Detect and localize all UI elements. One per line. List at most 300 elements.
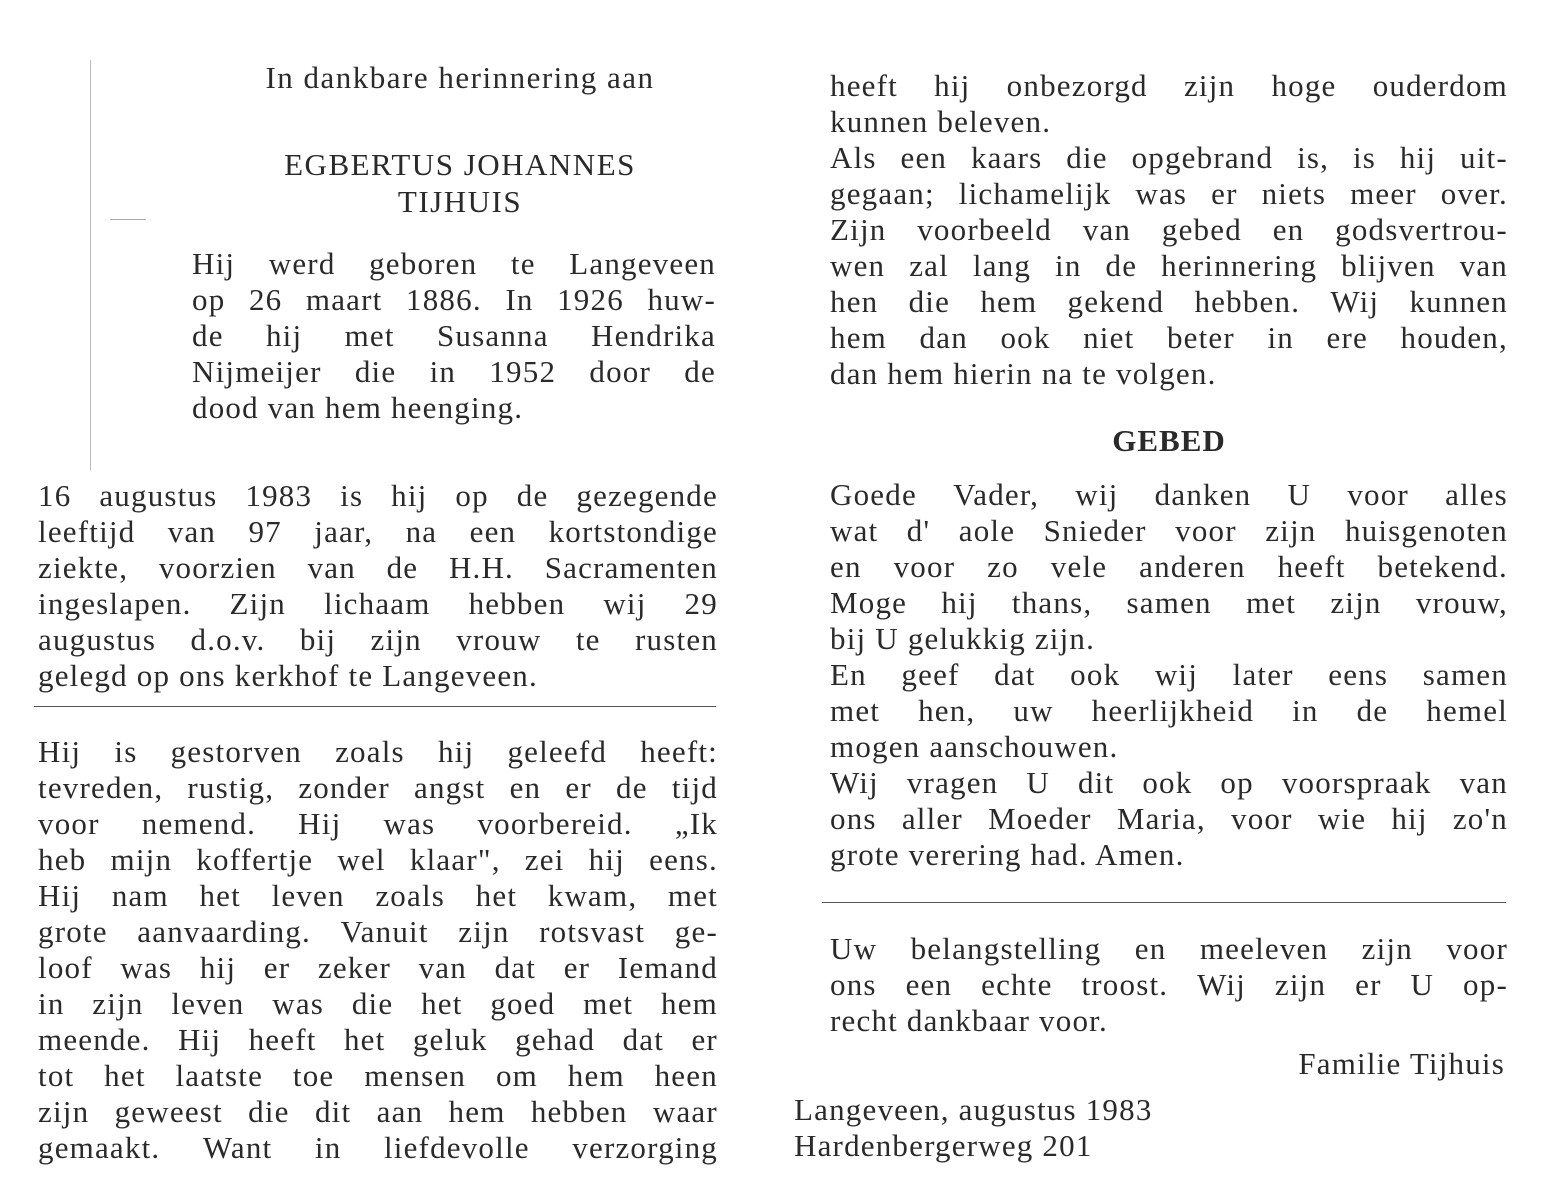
text-line — [38, 770, 718, 806]
word: kaars — [970, 140, 1043, 175]
word: die — [248, 1094, 290, 1129]
word: zijn — [1183, 68, 1236, 103]
word: hen — [830, 284, 879, 319]
word: samen — [1422, 657, 1508, 692]
word: van — [307, 550, 356, 585]
word: en — [830, 549, 862, 584]
word: op- — [1463, 967, 1508, 1002]
word: het — [421, 986, 463, 1021]
word: lichaam — [324, 586, 431, 621]
word: van — [1459, 248, 1508, 283]
word: de — [386, 550, 419, 585]
word: uit- — [1460, 140, 1508, 175]
word: er — [1355, 967, 1382, 1002]
text-line — [38, 986, 718, 1022]
word: klaar", — [409, 842, 501, 877]
word: dat — [494, 950, 537, 985]
word: hebben — [468, 586, 566, 621]
word: en — [509, 770, 542, 805]
word: gebed — [1161, 212, 1242, 247]
word: hij — [1399, 140, 1437, 175]
birth-paragraph — [192, 246, 716, 426]
word: was — [120, 950, 173, 985]
word: voorbereid. — [477, 806, 633, 841]
word: zijn — [1274, 967, 1327, 1002]
word: er — [563, 950, 591, 985]
word: was — [1135, 176, 1188, 211]
word: er — [1211, 176, 1238, 211]
text-line — [830, 967, 1508, 1003]
word: Vanuit — [340, 914, 429, 949]
word: nam — [111, 878, 169, 913]
word: hem — [567, 1058, 625, 1093]
word: Vader, — [953, 477, 1040, 512]
text-line — [192, 282, 716, 318]
word: van — [1082, 212, 1132, 247]
word: liefdevolle — [383, 1130, 530, 1165]
word: Iemand — [617, 950, 718, 985]
word: zoals — [375, 878, 446, 913]
text-line — [38, 1058, 718, 1094]
word: toe — [292, 1058, 335, 1093]
word: augustus — [99, 478, 218, 513]
word: heb — [38, 842, 87, 877]
word: meeleven — [1199, 931, 1329, 966]
word: zeker — [317, 950, 391, 985]
word: Hij — [38, 878, 82, 913]
word: samen — [1126, 585, 1212, 620]
scan-margin-line — [90, 60, 91, 470]
word: van — [167, 514, 217, 549]
word: eens — [1328, 657, 1389, 692]
word: geboren — [369, 246, 478, 281]
word: gekend — [1067, 284, 1165, 319]
word: voorzien — [158, 550, 277, 585]
word: Wij — [1197, 967, 1246, 1002]
word: hebben — [530, 1094, 628, 1129]
word: was — [272, 986, 325, 1021]
word: gemaakt. — [38, 1130, 161, 1165]
word: heen — [654, 1058, 718, 1093]
text-line — [38, 842, 718, 878]
word: opgebrand — [1131, 140, 1274, 175]
word: die — [351, 986, 394, 1021]
word: voor — [893, 549, 956, 584]
death-paragraph — [38, 478, 718, 694]
word: belangstelling — [910, 931, 1102, 966]
word: geleefd — [507, 734, 608, 769]
word: met — [1245, 585, 1297, 620]
word: herinnering — [1161, 248, 1318, 283]
word: Langeveen — [569, 246, 716, 281]
word: op — [1220, 765, 1254, 800]
word: vrouw, — [1415, 585, 1508, 620]
word: van — [418, 950, 467, 985]
word: op — [455, 478, 489, 513]
text-line — [830, 176, 1508, 212]
word: gegaan; — [830, 176, 935, 211]
word: 1886. — [406, 282, 482, 317]
text-line — [192, 354, 716, 390]
word: mijn — [110, 842, 173, 877]
name-line-2: TIJHUIS — [397, 184, 523, 219]
word: voor — [1446, 931, 1508, 966]
word: hij — [941, 585, 978, 620]
word: Snieder — [1043, 513, 1147, 548]
word: een — [900, 140, 948, 175]
word: dat — [994, 657, 1036, 692]
text-line — [830, 477, 1508, 513]
word: is — [114, 734, 138, 769]
word: niets — [1261, 176, 1327, 211]
word: hoge — [1271, 68, 1337, 103]
word: waar — [652, 1094, 718, 1129]
word: werd — [268, 246, 336, 281]
word: koffertje — [196, 842, 314, 877]
word: die — [354, 354, 397, 389]
word: in — [314, 1130, 342, 1165]
word: hem — [830, 320, 887, 355]
word: om — [495, 1058, 538, 1093]
word: eens. — [649, 842, 718, 877]
word: aller — [901, 801, 963, 836]
word: in — [1292, 693, 1319, 728]
text-line: kunnen beleven. — [830, 104, 1052, 139]
word: gestorven — [170, 734, 302, 769]
word: Zijn — [229, 586, 287, 621]
word: Hendrika — [591, 318, 716, 353]
word: huw- — [647, 282, 716, 317]
word: zijn — [458, 914, 510, 949]
word: d' — [906, 513, 931, 548]
word: Hij — [298, 806, 342, 841]
word: bij — [299, 622, 337, 657]
word: kwam, — [547, 878, 638, 913]
word: met — [667, 878, 718, 913]
text-line — [38, 950, 718, 986]
word: ons — [830, 801, 877, 836]
word: hebben. — [1194, 284, 1301, 319]
word: En — [830, 657, 867, 692]
word: hen, — [918, 693, 976, 728]
text-line — [830, 931, 1508, 967]
word: zijn — [38, 1094, 90, 1129]
word: en — [1134, 931, 1167, 966]
text-line — [192, 318, 716, 354]
text-line: gelegd op ons kerkhof te Langeveen. — [38, 658, 538, 693]
word: er — [691, 1022, 718, 1057]
word: hij — [934, 68, 971, 103]
word: ook — [1142, 765, 1193, 800]
text-line — [38, 622, 718, 658]
word: echte — [981, 967, 1053, 1002]
word: meende. — [38, 1022, 151, 1057]
word: uw — [1013, 693, 1054, 728]
word: U — [1026, 765, 1050, 800]
word: voor — [1231, 801, 1293, 836]
word: augustus — [38, 622, 157, 657]
word: beter — [1166, 320, 1235, 355]
word: huisgenoten — [1344, 513, 1508, 548]
word: heeft — [248, 1022, 317, 1057]
word: ouderdom — [1372, 68, 1508, 103]
word: kunnen — [1409, 284, 1508, 319]
word: die — [1066, 140, 1108, 175]
text-line — [38, 514, 718, 550]
text-line — [38, 878, 718, 914]
word: zonder — [298, 770, 390, 805]
word: die — [908, 284, 951, 319]
word: de — [1356, 693, 1389, 728]
word: over. — [1440, 176, 1508, 211]
word: voorbeeld — [917, 212, 1052, 247]
word: loof — [38, 950, 93, 985]
word: zijn — [1265, 513, 1317, 548]
word: Susanna — [436, 318, 549, 353]
text-line — [38, 806, 718, 842]
word: hij — [437, 734, 475, 769]
word: betekend. — [1377, 549, 1508, 584]
word: alles — [1445, 477, 1508, 512]
word: wij — [1075, 477, 1119, 512]
text-line — [38, 1130, 718, 1166]
word: lichamelijk — [958, 176, 1112, 211]
word: zijn — [370, 622, 422, 657]
word: dit — [1077, 765, 1115, 800]
word: thans, — [1011, 585, 1093, 620]
text-line — [38, 734, 718, 770]
prayer-heading: GEBED — [1112, 423, 1226, 458]
word: nemend. — [141, 806, 257, 841]
text-line — [830, 320, 1508, 356]
life-paragraph — [38, 734, 718, 1166]
text-line: recht dankbaar voor. — [830, 1003, 1108, 1038]
text-line — [830, 549, 1508, 585]
word: leven — [171, 986, 245, 1021]
text-line: grote verering had. Amen. — [830, 837, 1185, 872]
word: Zijn — [830, 212, 887, 247]
word: ge- — [674, 914, 718, 949]
word: het — [199, 878, 241, 913]
word: zijn — [1361, 931, 1413, 966]
word: hemel — [1426, 693, 1508, 728]
word: angst — [414, 770, 486, 805]
text-line — [830, 140, 1508, 176]
word: H.H. — [448, 550, 515, 585]
word: ook — [1000, 320, 1051, 355]
text-line — [38, 478, 718, 514]
word: Sacramenten — [544, 550, 718, 585]
word: Nijmeijer — [192, 354, 322, 389]
word: later — [1232, 657, 1294, 692]
word: anderen — [1139, 549, 1246, 584]
word: Goede — [830, 477, 917, 512]
word: zo'n — [1452, 801, 1508, 836]
word: laatste — [175, 1058, 264, 1093]
word: gezegende — [576, 478, 718, 513]
word: hem — [980, 284, 1038, 319]
word: Moeder — [988, 801, 1092, 836]
word: hij — [588, 842, 625, 877]
word: hem — [448, 1094, 506, 1129]
word: Uw — [830, 931, 878, 966]
word: danken — [1154, 477, 1252, 512]
word: in — [429, 354, 457, 389]
word: grote — [38, 914, 108, 949]
word: met — [583, 986, 634, 1021]
word: wij — [1154, 657, 1199, 692]
address: Hardenbergerweg 201 — [794, 1128, 1093, 1163]
word: 1983 — [245, 478, 313, 513]
word: 26 — [248, 282, 283, 317]
word: zijn — [1330, 585, 1382, 620]
word: door — [589, 354, 652, 389]
word: aanvaarding. — [137, 914, 311, 949]
thanks-paragraph — [830, 931, 1508, 1039]
text-line — [192, 246, 716, 282]
word: 97 — [248, 514, 282, 549]
word: Hij — [177, 1022, 222, 1057]
word: onbezorgd — [1006, 68, 1148, 103]
word: de — [516, 478, 549, 513]
word: met — [830, 693, 881, 728]
text-line: dan hem hierin na te volgen. — [830, 356, 1217, 391]
word: met — [344, 318, 395, 353]
word: tevreden, — [38, 770, 164, 805]
word: dat — [622, 1022, 665, 1057]
word: lang — [972, 248, 1032, 283]
word: maart — [305, 282, 383, 317]
name-line-1: EGBERTUS JOHANNES — [284, 147, 636, 182]
text-line — [38, 550, 718, 586]
word: Moge — [830, 585, 908, 620]
word: „Ik — [674, 806, 718, 841]
word: geef — [901, 657, 960, 692]
word: wij — [603, 586, 647, 621]
word: rusten — [635, 622, 718, 657]
word: er — [263, 950, 291, 985]
word: en — [1272, 212, 1305, 247]
word: een — [469, 514, 517, 549]
word: Maria, — [1116, 801, 1206, 836]
word: is, — [1297, 140, 1330, 175]
text-line: mogen aanschouwen. — [830, 729, 1119, 764]
word: van — [1459, 765, 1508, 800]
word: een — [905, 967, 953, 1002]
text-line — [830, 585, 1508, 621]
word: vele — [1050, 549, 1108, 584]
word: houden, — [1400, 320, 1508, 355]
word: ziekte, — [38, 550, 129, 585]
word: is — [340, 478, 364, 513]
word: op — [192, 282, 226, 317]
word: niet — [1083, 320, 1135, 355]
word: Hij — [192, 246, 236, 281]
word: het — [104, 1058, 146, 1093]
word: In — [505, 282, 534, 317]
word: hij — [265, 318, 303, 353]
word: godsvertrou- — [1335, 212, 1508, 247]
word: Als — [830, 140, 877, 175]
intro-text: In dankbare herinnering aan — [265, 60, 655, 95]
left-divider — [34, 706, 716, 707]
word: leven — [271, 878, 345, 913]
word: U — [1410, 967, 1435, 1002]
word: te — [510, 246, 536, 281]
word: hij — [391, 478, 428, 513]
word: rotsvast — [539, 914, 646, 949]
word: leeftijd — [38, 514, 136, 549]
word: zo — [987, 549, 1019, 584]
word: verzorging — [572, 1130, 718, 1165]
word: 1952 — [489, 354, 557, 389]
word: wen — [830, 248, 886, 283]
word: 1926 — [557, 282, 624, 317]
word: d.o.v. — [190, 622, 266, 657]
word: de — [1105, 248, 1138, 283]
word: de — [192, 318, 224, 353]
word: rustig, — [187, 770, 275, 805]
text-line — [38, 1022, 718, 1058]
word: Wij — [1330, 284, 1380, 319]
word: ingeslapen. — [38, 586, 192, 621]
family-signature: Familie Tijhuis — [1298, 1046, 1505, 1081]
scan-margin-dash — [110, 219, 146, 220]
word: het — [343, 1022, 386, 1057]
word: er — [565, 770, 592, 805]
word: is — [1352, 140, 1377, 175]
word: ere — [1326, 320, 1368, 355]
continuation-paragraph — [830, 68, 1508, 392]
word: gehad — [515, 1022, 596, 1057]
text-line — [830, 248, 1508, 284]
word: zei — [524, 842, 565, 877]
word: U — [1287, 477, 1312, 512]
word: dit — [314, 1094, 352, 1129]
word: tijd — [671, 770, 718, 805]
word: vrouw — [456, 622, 542, 657]
word: dan — [919, 320, 968, 355]
text-line — [830, 284, 1508, 320]
word: Hij — [38, 734, 82, 769]
word: hij — [199, 950, 237, 985]
text-line — [830, 693, 1508, 729]
word: kortstondige — [548, 514, 718, 549]
word: na — [405, 514, 438, 549]
text-line — [830, 513, 1508, 549]
text-line — [830, 801, 1508, 837]
word: heeft — [1277, 549, 1346, 584]
word: 16 — [38, 478, 72, 513]
word: in — [1055, 248, 1082, 283]
word: de — [616, 770, 648, 805]
text-line: dood van hem heenging. — [192, 390, 524, 425]
text-line — [38, 914, 718, 950]
word: goed — [490, 986, 556, 1021]
word: 29 — [684, 586, 718, 621]
text-line — [38, 1094, 718, 1130]
word: voorspraak — [1281, 765, 1432, 800]
word: heerlijkheid — [1091, 693, 1255, 728]
word: ons — [830, 967, 877, 1002]
word: voor — [1175, 513, 1237, 548]
text-line — [830, 657, 1508, 693]
word: mensen — [364, 1058, 467, 1093]
word: jaar, — [314, 514, 374, 549]
word: geweest — [114, 1094, 223, 1129]
word: tot — [38, 1058, 75, 1093]
word: in — [38, 986, 65, 1021]
